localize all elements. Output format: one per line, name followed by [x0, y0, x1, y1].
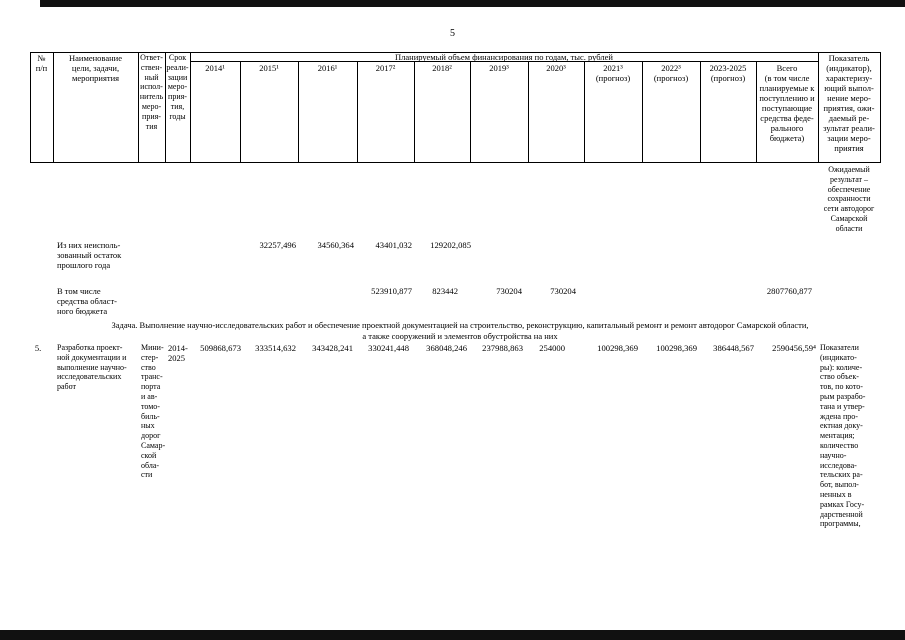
- item5-value-2020: 254000: [539, 343, 565, 353]
- item5-value-2019: 237988,863: [482, 343, 523, 353]
- value-unused-2016: 34560,364: [317, 240, 354, 250]
- value-unused-2015: 32257,496: [259, 240, 296, 250]
- item5-indicator: Показатели (индикато- ры): количе- ство объек- тов, по кото- рым разрабо- тана и утвер- ждена про- ектная доку- ментация; количество научно- исследова- тельских ра- бот, выпол- ненных в рамках Госу- дарственной программы,: [820, 343, 866, 529]
- header-term: Срок реали- зации меро- прия- тия, годы: [166, 53, 189, 121]
- header-executor: Ответ- ствен- ный испол- нитель меро- прия- тия: [139, 53, 164, 131]
- header-year: 2020³: [546, 63, 566, 73]
- task-heading-line1: Задача. Выполнение научно-исследовательских работ и обеспечение проектной документацией на строительство, реконструкцию, капитальный ремонт и ремонт автодорог Самарской области,: [111, 320, 809, 330]
- row-label-unused-balance: Из них неисполь- зованный остаток прошлого года: [57, 240, 122, 270]
- header-year: 2019³: [489, 63, 509, 73]
- item5-term: 2014- 2025: [168, 343, 188, 363]
- header-year: 2017²: [375, 63, 396, 73]
- row-label-regional-budget: В том числе средства област- ного бюджета: [57, 286, 117, 316]
- item5-name: Разработка проект- ной документации и выполнение научно- исследовательских работ: [57, 343, 127, 392]
- item5-value-2022: 100298,369: [656, 343, 697, 353]
- value-unused-2017: 43401,032: [375, 240, 412, 250]
- page-number: 5: [450, 28, 455, 39]
- item5-value-2023-2025: 386448,567: [713, 343, 754, 353]
- item5-value-2015: 333514,632: [255, 343, 296, 353]
- col-border: [470, 61, 471, 163]
- scan-bottom-border: [0, 630, 905, 640]
- value-unused-2018: 129202,085: [430, 240, 471, 250]
- col-border: [357, 61, 358, 163]
- col-border: [298, 61, 299, 163]
- col-border: [414, 61, 415, 163]
- header-year: 2015¹: [259, 63, 279, 73]
- header-bottom-line: [30, 162, 881, 163]
- col-border: [880, 52, 881, 163]
- value-regional-total: 2807760,877: [766, 286, 812, 296]
- value-regional-2017: 523910,877: [371, 286, 412, 296]
- item5-value-total: 2590456,59⁴: [772, 343, 816, 353]
- value-regional-2020: 730204: [550, 286, 576, 296]
- header-year: 2021³ (прогноз): [595, 63, 631, 83]
- task-heading-line2: а также сооружений и элементов обустройства на них: [362, 331, 558, 341]
- item5-value-2014: 509868,673: [200, 343, 241, 353]
- value-regional-2018: 823442: [432, 286, 458, 296]
- item5-value-2016: 343428,241: [312, 343, 353, 353]
- header-year: 2022³ (прогноз): [653, 63, 689, 83]
- item5-number: 5.: [34, 343, 42, 353]
- item5-value-2017: 330241,448: [368, 343, 409, 353]
- header-year: 2016¹: [317, 63, 338, 73]
- header-plan-financing: Планируемый объем финансирования по годам, тыс. рублей: [395, 52, 613, 62]
- item5-value-2018: 368048,246: [426, 343, 467, 353]
- col-border: [240, 61, 241, 163]
- header-number: № п/п: [35, 53, 48, 73]
- header-indicator: Показатель (индикатор), характеризу- ющий выпол- нение меро- приятия, ожи- даемый ре- зультат реали- зации меро- приятия: [823, 53, 875, 153]
- scan-top-border: [40, 0, 905, 7]
- col-border: [528, 61, 529, 163]
- value-regional-2019: 730204: [496, 286, 522, 296]
- header-year: 2018²: [432, 63, 452, 73]
- item5-value-2021: 100298,369: [597, 343, 638, 353]
- header-year: 2014¹: [205, 63, 225, 73]
- item5-executor: Мини- стер- ство транс- порта и ав- томо- биль- ных дорог Самар- ской обла- сти: [141, 343, 166, 480]
- header-name: Наименование цели, задачи, мероприятия: [69, 53, 122, 83]
- header-total: Всего (в том числе планируемые к поступлению и поступающие средства феде- рального бюджета): [759, 63, 815, 143]
- header-year: 2023-2025 (прогноз): [709, 63, 747, 83]
- expected-result: Ожидаемый результат – обеспечение сохранности сети автодорог Самарской области: [823, 165, 875, 233]
